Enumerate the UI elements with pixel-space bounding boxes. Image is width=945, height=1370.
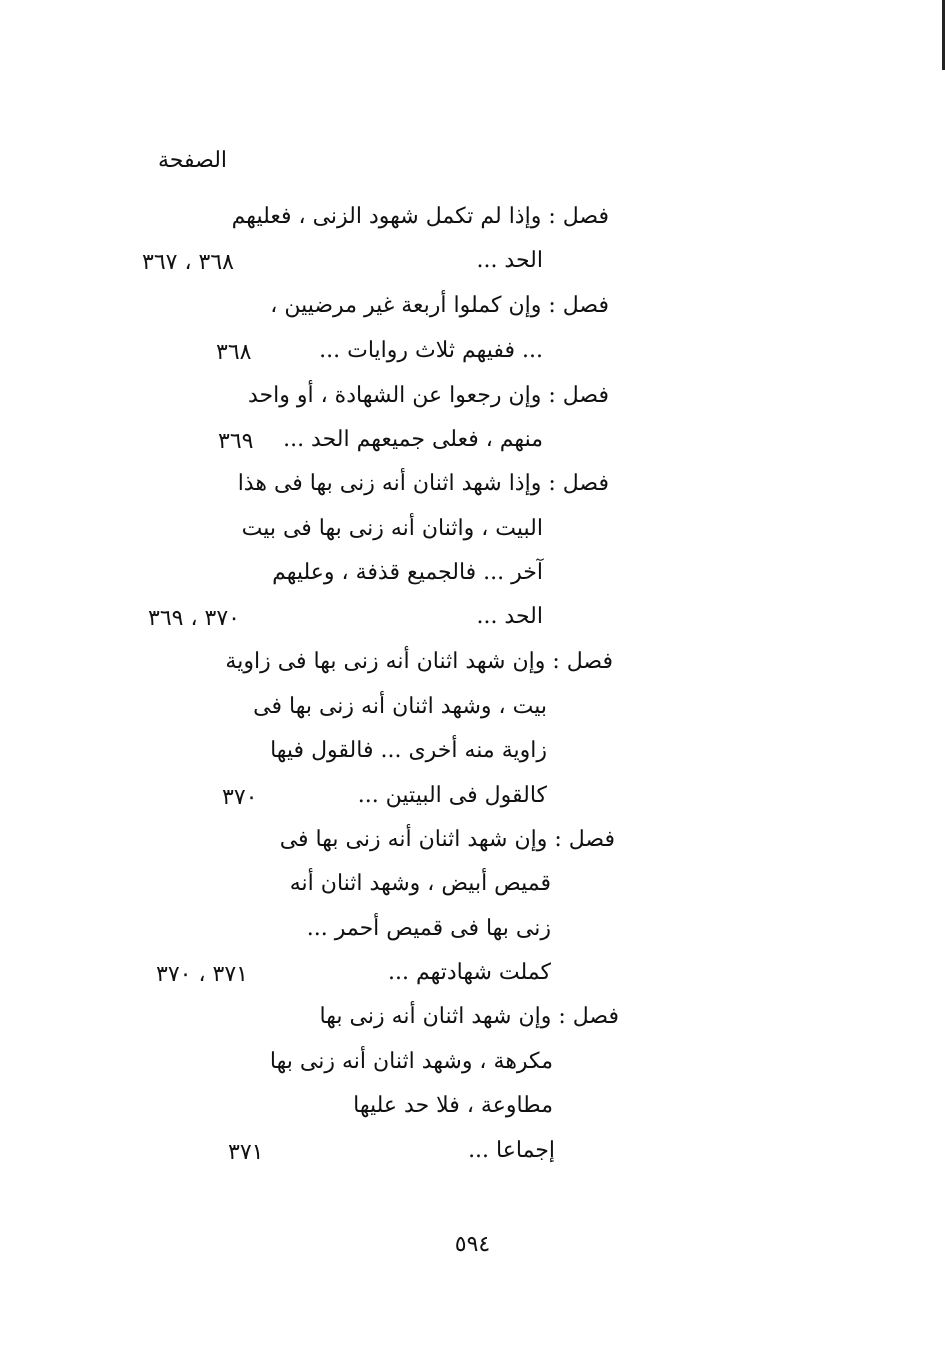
page-column-header: الصفحة: [158, 148, 228, 173]
entry-line: قميص أبيض ، وشهد اثنان أنه: [289, 871, 551, 896]
entry-page-ref: ٣٧١ ، ٣٧٠: [156, 962, 248, 987]
entry-line: الحد ...: [476, 604, 543, 629]
entry-line: منهم ، فعلى جميعهم الحد ...: [283, 427, 543, 452]
entry-line: آخر ... فالجميع قذفة ، وعليهم: [272, 560, 543, 585]
entry-line: إجماعا ...: [468, 1138, 555, 1163]
entry-line: فصل : وإذا شهد اثنان أنه زنى بها فى هذا: [237, 471, 609, 496]
entry-line: مطاوعة ، فلا حد عليها: [353, 1093, 553, 1118]
entry-line: الحد ...: [476, 248, 543, 273]
entry-line: فصل : وإذا لم تكمل شهود الزنى ، فعليهم: [231, 204, 609, 229]
entry-line: فصل : وإن رجعوا عن الشهادة ، أو واحد: [247, 383, 609, 408]
entry-page-ref: ٣٦٨ ، ٣٦٧: [142, 250, 234, 275]
entry-line: مكرهة ، وشهد اثنان أنه زنى بها: [269, 1049, 553, 1074]
entry-line: زنى بها فى قميص أحمر ...: [306, 916, 551, 941]
entry-line: البيت ، واثنان أنه زنى بها فى بيت: [241, 516, 543, 541]
entry-line: فصل : وإن كملوا أربعة غير مرضيين ،: [270, 293, 609, 318]
entry-line: كملت شهادتهم ...: [387, 960, 551, 985]
entry-line: فصل : وإن شهد اثنان أنه زنى بها فى: [279, 827, 615, 852]
entry-page-ref: ٣٦٨: [216, 340, 252, 365]
entry-line: فصل : وإن شهد اثنان أنه زنى بها: [319, 1004, 619, 1029]
entry-line: كالقول فى البيتين ...: [357, 783, 547, 808]
entry-line: ... ففيهم ثلاث روايات ...: [319, 338, 543, 363]
entry-line: بيت ، وشهد اثنان أنه زنى بها فى: [253, 694, 547, 719]
entry-page-ref: ٣٧٠: [222, 785, 258, 810]
entry-page-ref: ٣٦٩: [218, 429, 254, 454]
entry-line: فصل : وإن شهد اثنان أنه زنى بها فى زاوية: [225, 649, 613, 674]
entry-page-ref: ٣٧١: [228, 1140, 264, 1165]
page-number: ٥٩٤: [454, 1232, 491, 1257]
entry-line: زاوية منه أخرى ... فالقول فيها: [270, 738, 547, 763]
entry-page-ref: ٣٧٠ ، ٣٦٩: [148, 606, 240, 631]
